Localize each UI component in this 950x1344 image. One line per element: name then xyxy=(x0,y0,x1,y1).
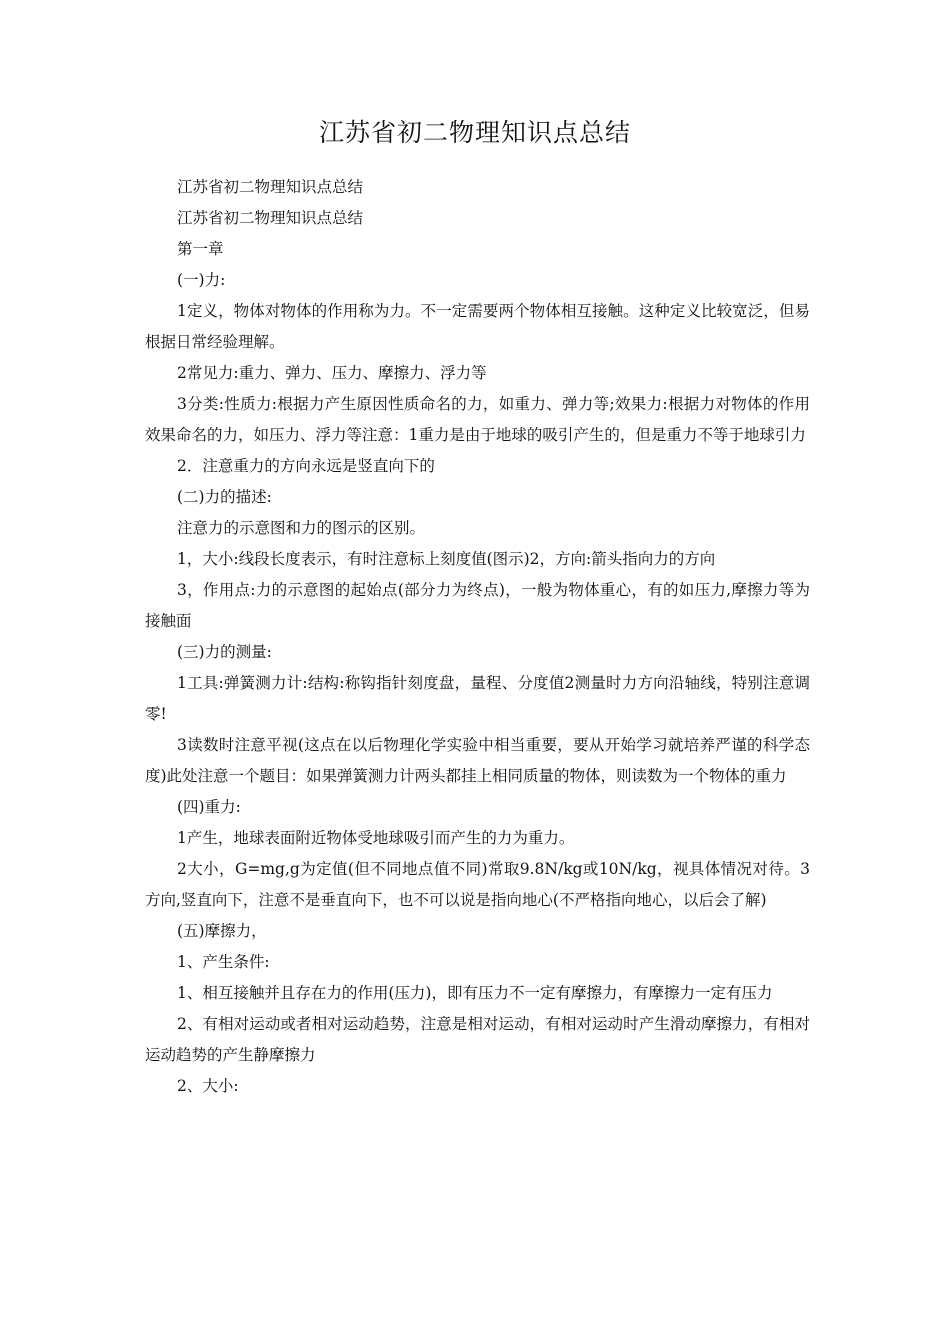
document-title: 江苏省初二物理知识点总结 xyxy=(318,118,631,147)
paragraph: 2常见力:重力、弹力、压力、摩擦力、浮力等 xyxy=(177,364,487,382)
chapter-heading: 第一章 xyxy=(177,240,224,258)
section-heading: (三)力的测量: xyxy=(177,643,272,661)
paragraph: 1、产生条件: xyxy=(177,953,270,971)
document-body xyxy=(145,172,810,1102)
paragraph: 3，作用点:力的示意图的起始点(部分力为终点)，一般为物体重心，有的如压力,摩擦力等为接触面 xyxy=(145,581,810,630)
paragraph: 1，大小:线段长度表示，有时注意标上刻度值(图示)2，方向:箭头指向力的方向 xyxy=(177,550,716,568)
paragraph: 江苏省初二物理知识点总结 xyxy=(177,209,364,227)
paragraph: 2、大小: xyxy=(177,1077,239,1095)
paragraph: 1定义，物体对物体的作用称为力。不一定需要两个物体相互接触。这种定义比较宽泛，但易根据日常经验理解。 xyxy=(145,302,810,351)
paragraph: 1、相互接触并且存在力的作用(压力)，即有压力不一定有摩擦力，有摩擦力一定有压力 xyxy=(177,984,773,1002)
paragraph: 1工具:弹簧测力计:结构:称钩指针刻度盘，量程、分度值2测量时力方向沿轴线，特别注意调零! xyxy=(145,674,810,723)
paragraph: 注意力的示意图和力的图示的区别。 xyxy=(177,519,426,537)
paragraph: 2、有相对运动或者相对运动趋势，注意是相对运动，有相对运动时产生滑动摩擦力，有相对运动趋势的产生静摩擦力 xyxy=(145,1015,810,1064)
section-heading: (四)重力: xyxy=(177,798,241,816)
paragraph: 3分类:性质力:根据力产生原因性质命名的力，如重力、弹力等;效果力:根据力对物体的作用效果命名的力，如压力、浮力等注意：1重力是由于地球的吸引产生的，但是重力不等于地球引力 xyxy=(145,395,810,444)
section-heading: (五)摩擦力， xyxy=(177,922,267,940)
section-heading: (一)力: xyxy=(177,271,226,289)
paragraph: 1产生，地球表面附近物体受地球吸引而产生的力为重力。 xyxy=(177,829,575,847)
paragraph: 江苏省初二物理知识点总结 xyxy=(177,178,364,196)
paragraph: 2．注意重力的方向永远是竖直向下的 xyxy=(177,457,435,475)
section-heading: (二)力的描述: xyxy=(177,488,272,506)
paragraph: 3读数时注意平视(这点在以后物理化学实验中相当重要，要从开始学习就培养严谨的科学态度)此处注意一个题目：如果弹簧测力计两头都挂上相同质量的物体，则读数为一个物体的重力 xyxy=(145,736,810,785)
paragraph: 2大小，G=mg,g为定值(但不同地点值不同)常取9.8N/kg或10N/kg，视具体情况对待。3方向,竖直向下，注意不是垂直向下，也不可以说是指向地心(不严格指向地心，以后会了解) xyxy=(145,860,810,909)
